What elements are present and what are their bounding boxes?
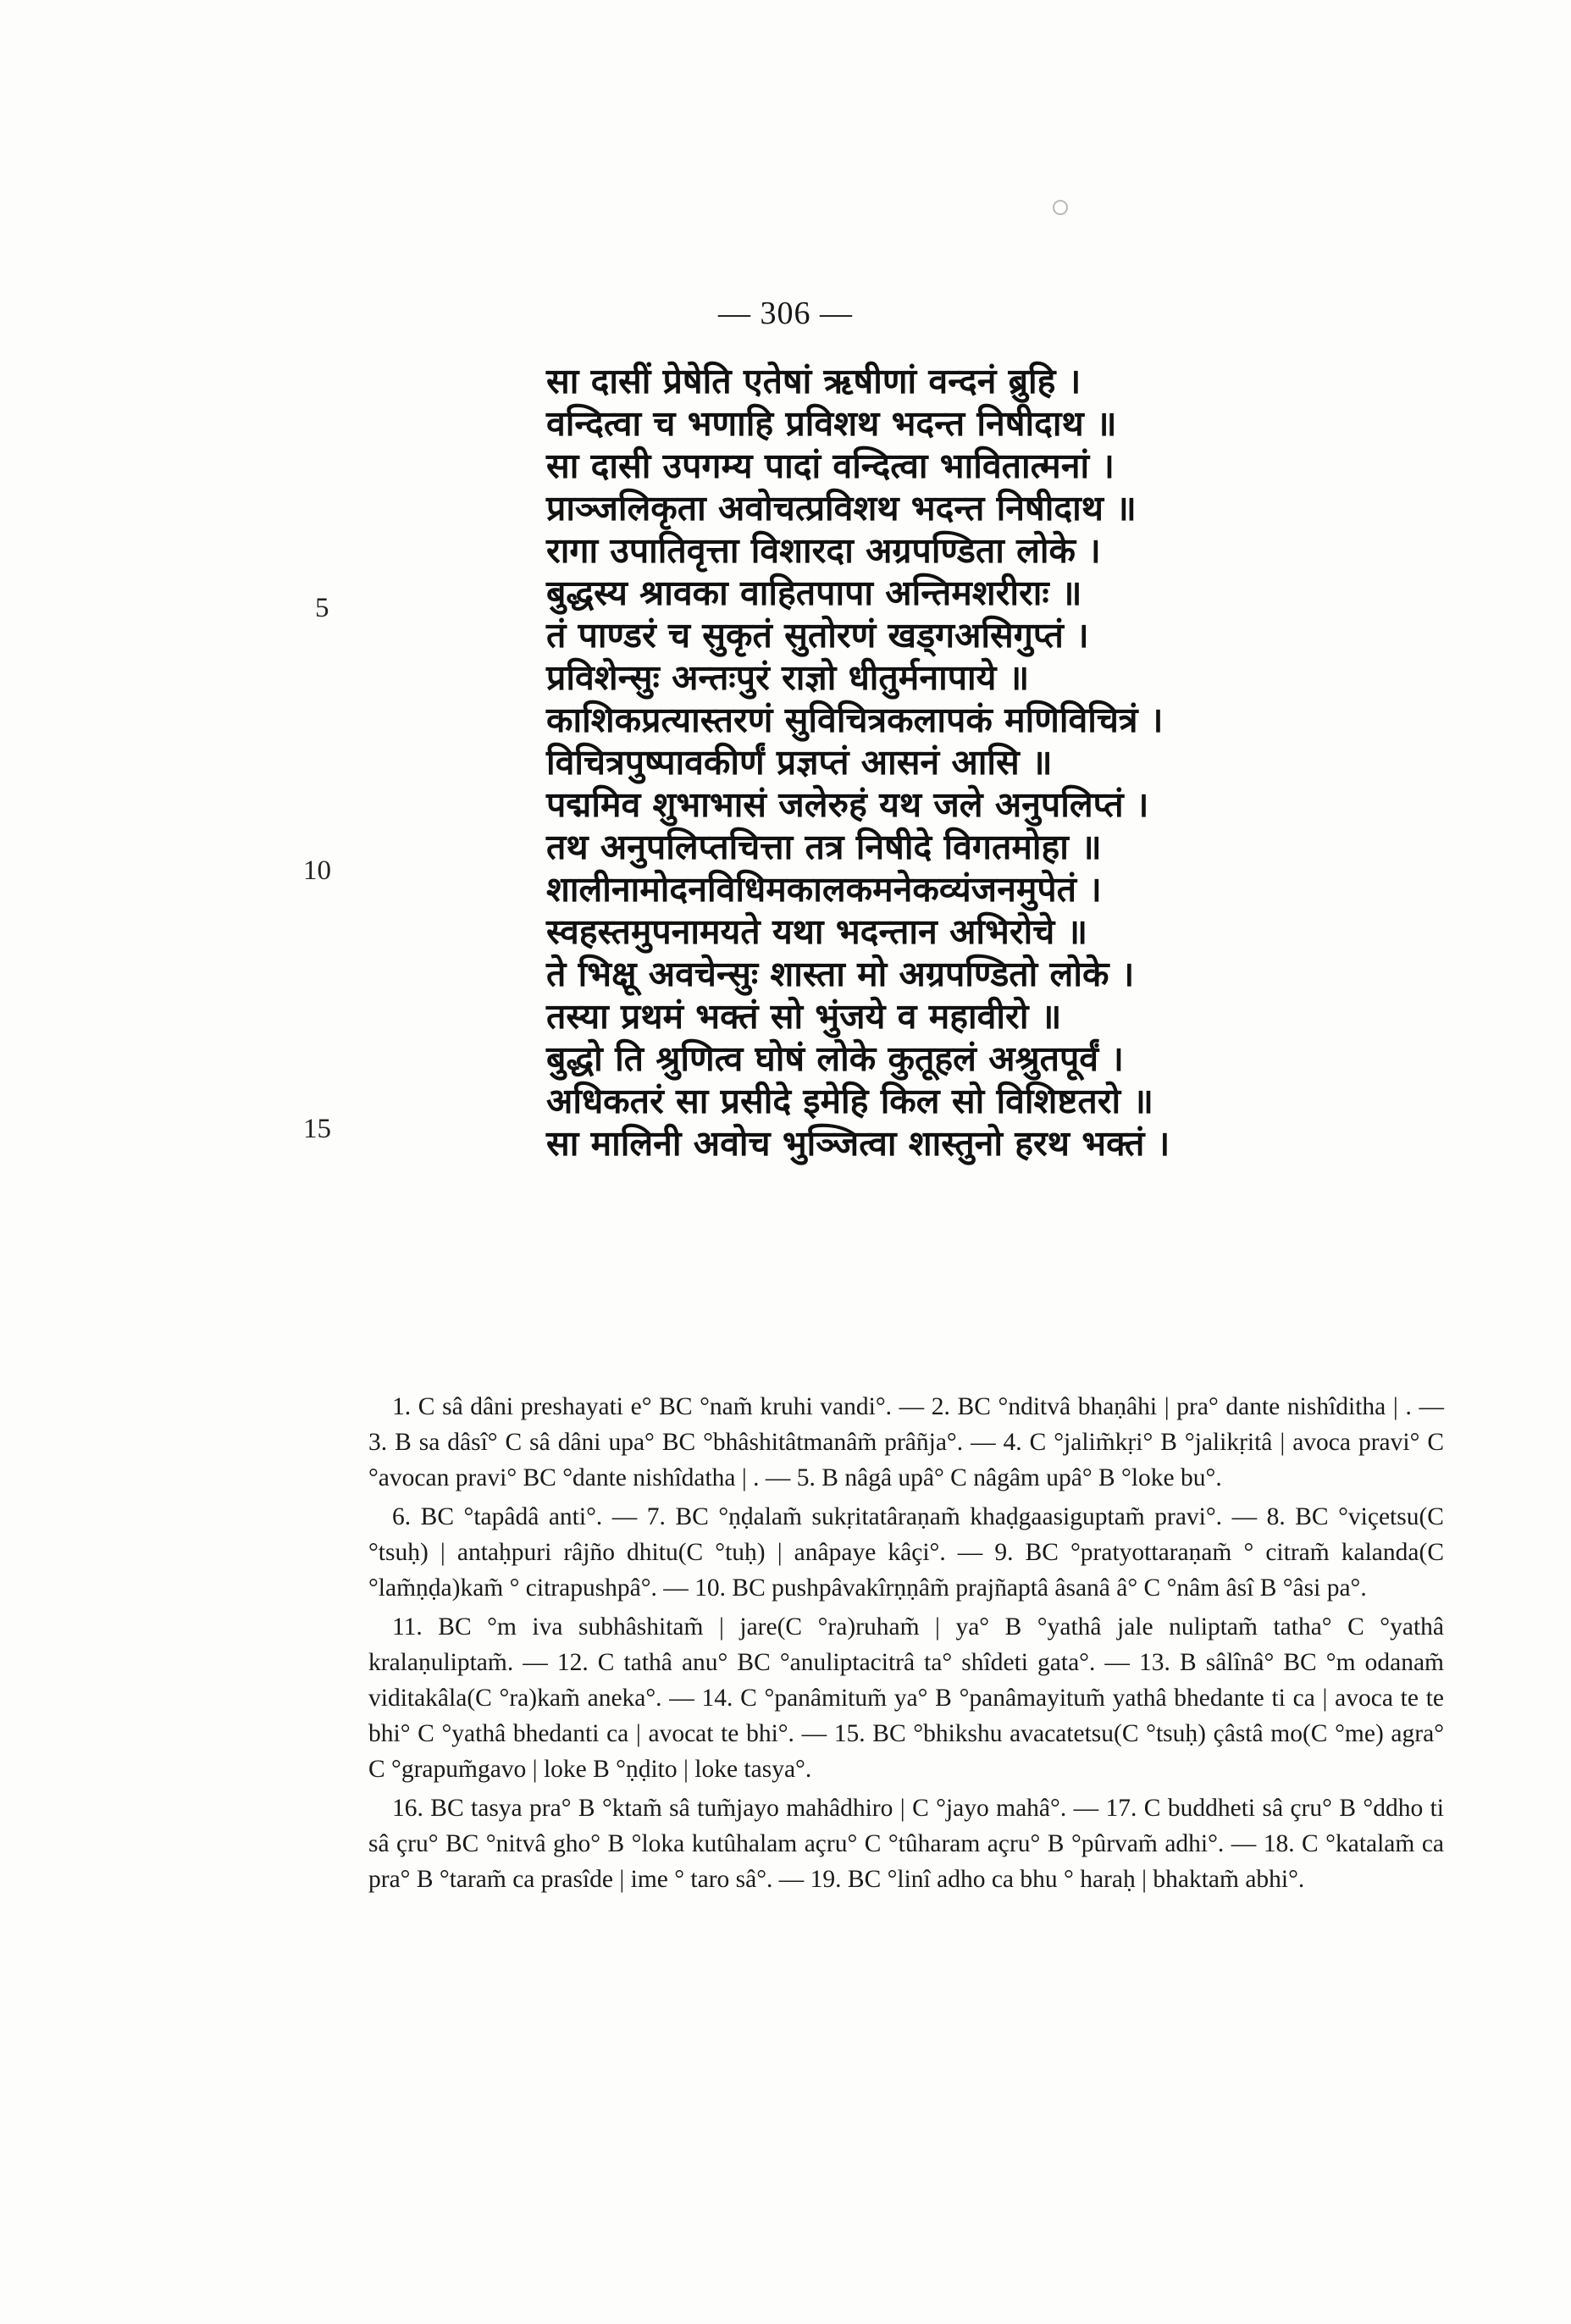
note-paragraph-4: 16. BC tasya pra° B °ktam̃ sâ tum̃jayo mahâdhiro | C °jayo mahâ°. — 17. C buddheti sâ çru° B °ddho ti sâ çru° BC °nitvâ gho° B °loka kutûhalam açru° C °tûharam açru° B °pûrvam̃ adhi°. — 18. C °katalam̃ ca pra° B °taram̃ ca prasîde | ime ° taro sâ°. — 19. BC °linî adho ca bhu ° haraḥ | bhaktam̃ abhi°. bbox=[368, 1795, 1444, 1893]
verse-line-14: स्वहस्तमुपनामयते यथा भदन्तान अभिरोचे ॥ bbox=[546, 911, 1088, 952]
verse-line-11: पद्ममिव शुभाभासं जलेरुहं यथ जले अनुपलिप्तं । bbox=[546, 784, 1149, 825]
verse-line-15: ते भिक्षू अवचेन्सुः शास्ता मो अग्रपण्डितो लोके । bbox=[546, 954, 1135, 994]
verse-line-7: तं पाण्डरं च सुकृतं सुतोरणं खड्गअसिगुप्तं । bbox=[546, 615, 1089, 656]
verse-line-10: विचित्रपुष्पावकीर्णं प्रज्ञप्तं आसनं आसि ॥ bbox=[546, 742, 1053, 783]
note-paragraph-2: 6. BC °tapâdâ anti°. — 7. BC °ṇḍalam̃ sukṛitatâraṇam̃ khaḍgaasiguptam̃ pravi°. — 8. BC °viçetsu(C °tsuḥ) | antaḥpuri râjño dhitu(C °tuḥ) | anâpaye kâçi°. — 9. BC °pratyottaraṇam̃ ° citram̃ kalanda(C °lam̃ṇḍa)kam̃ ° citrapushpâ°. — 10. BC pushpâvakîrṇṇâm̃ prajñaptâ âsanâ â° C °nâm âsî B °âsi pa°. bbox=[368, 1503, 1444, 1602]
page-number: — 306 — bbox=[718, 296, 853, 331]
margin-line-number-10: 10 bbox=[303, 855, 331, 886]
verse-line-18: अधिकतरं सा प्रसीदे इमेहि किल सो विशिष्टतरो ॥ bbox=[546, 1081, 1153, 1121]
verse-line-1: सा दासीं प्रेषेति एतेषां ऋषीणां वन्दनं ब्रुहि । bbox=[546, 361, 1081, 401]
margin-line-number-5: 5 bbox=[315, 593, 329, 623]
note-paragraph-1: 1. C sâ dâni preshayati e° BC °nam̃ kruhi vandi°. — 2. BC °nditvâ bhaṇâhi | pra° dante nishîditha | . — 3. B sa dâsî° C sâ dâni upa° BC °bhâshitâtmanâm̃ prâñja°. — 4. C °jalim̃kṛi° B °jalikṛitâ | avoca pravi° C °avocan pravi° BC °dante nishîdatha | . — 5. B nâgâ upâ° C nâgâm upâ° B °loke bu°. bbox=[368, 1393, 1444, 1491]
critical-apparatus-notes bbox=[368, 1389, 1444, 1901]
verse-line-6: बुद्धस्य श्रावका वाहितपापा अन्तिमशरीराः ॥ bbox=[546, 573, 1082, 613]
margin-line-number-15: 15 bbox=[303, 1114, 331, 1144]
verse-line-3: सा दासी उपगम्य पादां वन्दित्वा भावितात्मनां । bbox=[546, 445, 1115, 486]
verse-line-4: प्राञ्जलिकृता अवोचत्प्रविशथ भदन्त निषीदाथ ॥ bbox=[546, 488, 1137, 528]
verse-line-17: बुद्धो ति श्रुणित्व घोषं लोके कुतूहलं अश्रुतपूर्वं । bbox=[546, 1038, 1124, 1079]
verse-line-13: शालीनामोदनविधिमकालकमनेकव्यंजनमुपेतं । bbox=[546, 869, 1102, 910]
verse-line-9: काशिकप्रत्यास्तरणं सुविचित्रकलापकं मणिविचित्रं । bbox=[546, 700, 1164, 740]
verse-line-19: सा मालिनी अवोच भुञ्जित्वा शास्तुनो हरथ भक्तं । bbox=[546, 1123, 1170, 1164]
verse-line-8: प्रविशेन्सुः अन्तःपुरं राज्ञो धीतुर्मनापाये ॥ bbox=[546, 657, 1030, 698]
verse-line-16: तस्या प्रथमं भक्तं सो भुंजये व महावीरो ॥ bbox=[546, 996, 1062, 1037]
verse-line-2: वन्दित्वा च भणाहि प्रविशथ भदन्त निषीदाथ ॥ bbox=[546, 403, 1117, 444]
verse-line-5: रागा उपातिवृत्ता विशारदा अग्रपण्डिता लोके । bbox=[546, 530, 1101, 571]
note-paragraph-3: 11. BC °m iva subhâshitam̃ | jare(C °ra)ruham̃ | ya° B °yathâ jale nuliptam̃ tatha° C °yathâ kralaṇuliptam̃. — 12. C tathâ anu° BC °anuliptacitrâ ta° shîdeti gata°. — 13. B sâlînâ° BC °m odanam̃ viditakâla(C °ra)kam̃ aneka°. — 14. C °panâmitum̃ ya° B °panâmayitum̃ yathâ bhedante ti ca | avoca te te bhi° C °yathâ bhedanti ca | avocat te bhi°. — 15. BC °bhikshu avacatetsu(C °tsuḥ) çâstâ mo(C °me) agra° C °grapum̃gavo | loke B °ṇḍito | loke tasya°. bbox=[368, 1613, 1444, 1783]
verse-line-12: तथ अनुपलिप्तचित्ता तत्र निषीदे विगतमोहा ॥ bbox=[546, 827, 1102, 867]
verse-block bbox=[546, 360, 1503, 1165]
ink-speck bbox=[1053, 200, 1068, 215]
